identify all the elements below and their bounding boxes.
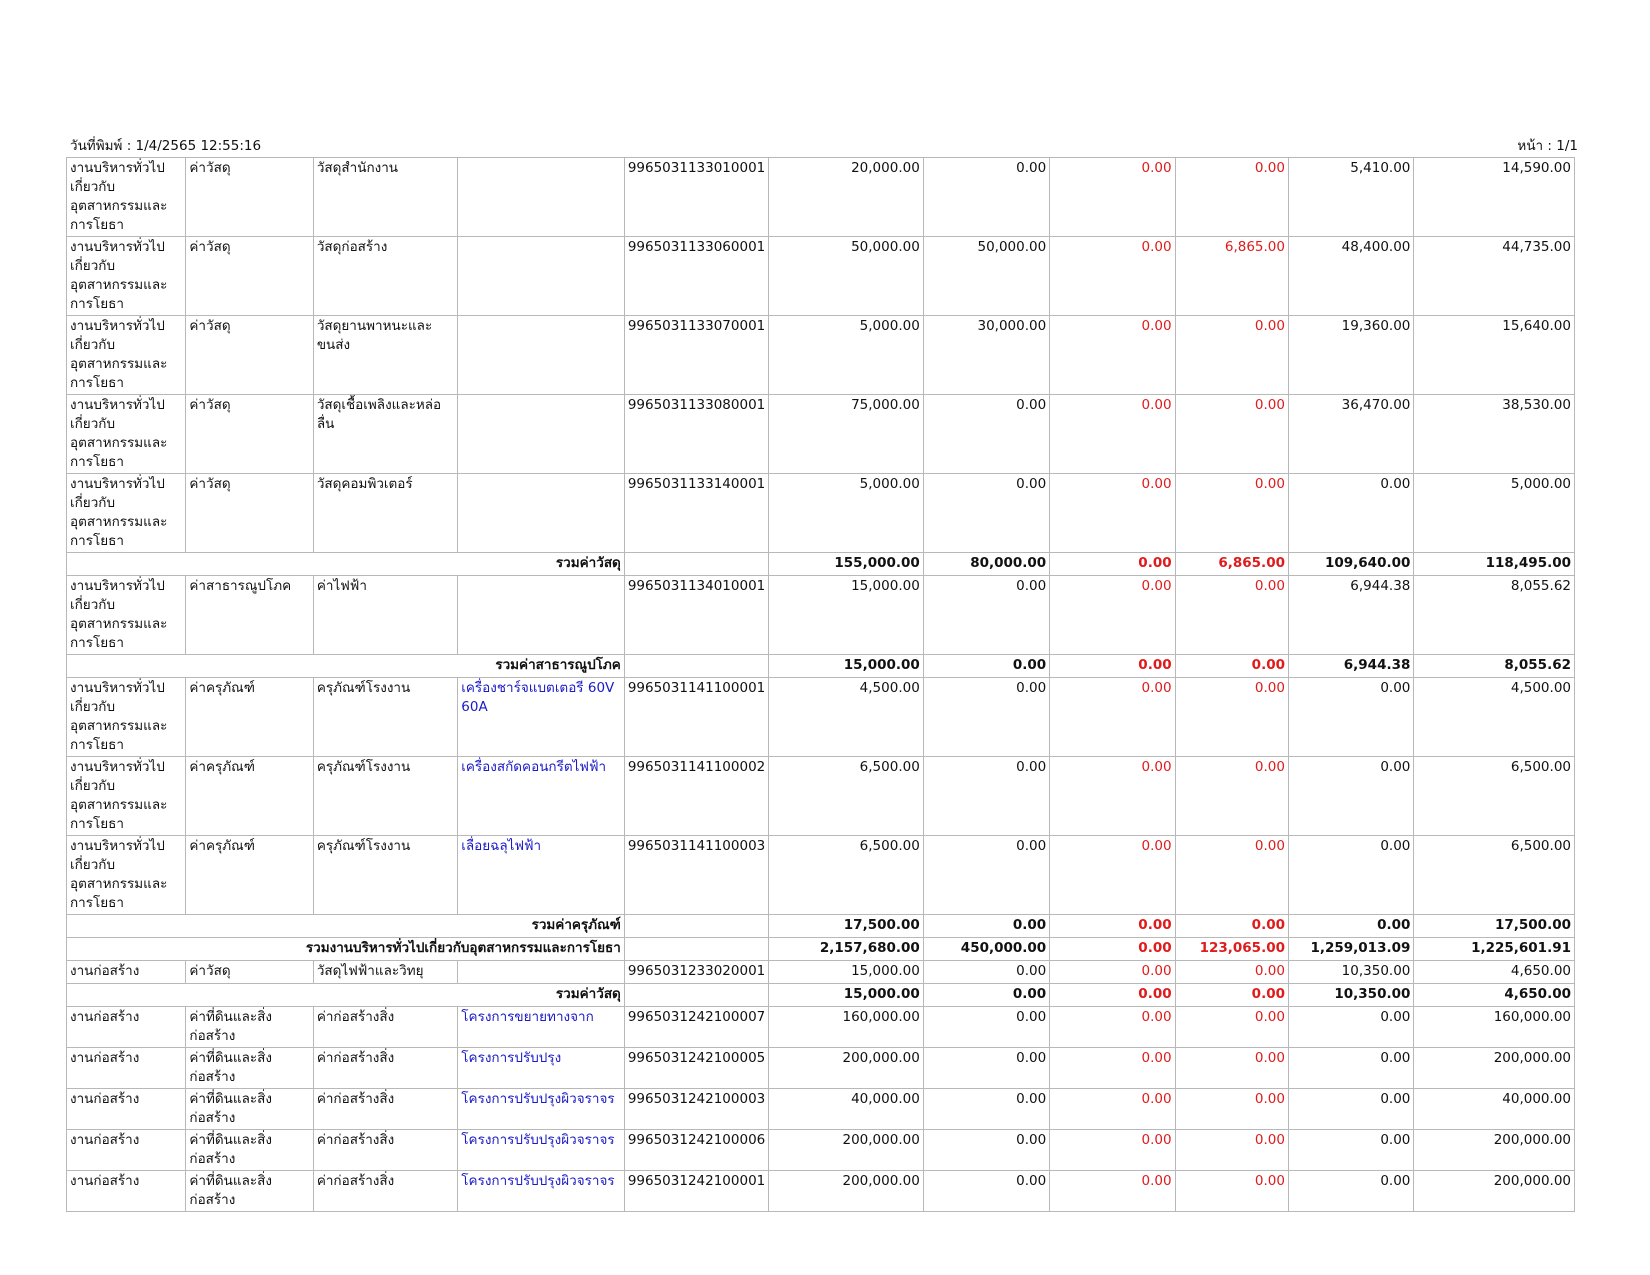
amount-cell: 6,500.00 [1414, 836, 1575, 915]
amount-cell: 0.00 [923, 757, 1049, 836]
table-row [67, 1130, 1575, 1171]
program-cell: งานบริหารทั่วไปเกี่ยวกับอุตสาหกรรมและการโยธา [67, 237, 186, 316]
project-cell: เลื่อยฉลุไฟฟ้า [458, 836, 625, 915]
category-cell: ค่าวัสดุ [186, 237, 313, 316]
amount-cell: 123,065.00 [1175, 938, 1288, 961]
type-cell: ค่าก่อสร้างสิ่ง [313, 1171, 457, 1212]
type-cell: ค่าไฟฟ้า [313, 576, 457, 655]
project-cell: เครื่องชาร์จแบตเตอรี 60V 60A [458, 678, 625, 757]
amount-cell: 15,000.00 [769, 984, 924, 1007]
subtotal-row [67, 655, 1575, 678]
empty-cell [624, 655, 768, 678]
amount-cell: 40,000.00 [1414, 1089, 1575, 1130]
amount-cell: 0.00 [1050, 1007, 1175, 1048]
print-date: วันที่พิมพ์ : 1/4/2565 12:55:16 [70, 138, 262, 154]
project-cell: โครงการปรับปรุงผิวจราจร [458, 1089, 625, 1130]
program-cell: งานบริหารทั่วไปเกี่ยวกับอุตสาหกรรมและการโยธา [67, 836, 186, 915]
category-cell: ค่าครุภัณฑ์ [186, 836, 313, 915]
amount-cell: 0.00 [1288, 915, 1413, 938]
project-cell: เครื่องสกัดคอนกรีตไฟฟ้า [458, 757, 625, 836]
amount-cell: 15,640.00 [1414, 316, 1575, 395]
amount-cell: 30,000.00 [923, 316, 1049, 395]
category-cell: ค่าที่ดินและสิ่งก่อสร้าง [186, 1089, 313, 1130]
code-cell: 9965031233020001 [624, 961, 768, 984]
category-cell: ค่าวัสดุ [186, 158, 313, 237]
empty-cell [624, 553, 768, 576]
category-cell: ค่าวัสดุ [186, 961, 313, 984]
type-cell: ค่าก่อสร้างสิ่ง [313, 1007, 457, 1048]
program-cell: งานบริหารทั่วไปเกี่ยวกับอุตสาหกรรมและการโยธา [67, 474, 186, 553]
amount-cell: 109,640.00 [1288, 553, 1413, 576]
amount-cell: 0.00 [1288, 474, 1413, 553]
category-cell: ค่าที่ดินและสิ่งก่อสร้าง [186, 1171, 313, 1212]
table-row [67, 1007, 1575, 1048]
amount-cell: 0.00 [923, 395, 1049, 474]
project-cell [458, 961, 625, 984]
program-cell: งานบริหารทั่วไปเกี่ยวกับอุตสาหกรรมและการโยธา [67, 576, 186, 655]
amount-cell: 8,055.62 [1414, 655, 1575, 678]
amount-cell: 0.00 [1175, 576, 1288, 655]
amount-cell: 0.00 [1175, 1171, 1288, 1212]
table-row [67, 836, 1575, 915]
amount-cell: 0.00 [923, 1130, 1049, 1171]
program-cell: งานบริหารทั่วไปเกี่ยวกับอุตสาหกรรมและการโยธา [67, 395, 186, 474]
amount-cell: 6,865.00 [1175, 553, 1288, 576]
amount-cell: 200,000.00 [1414, 1048, 1575, 1089]
subtotal-label: รวมค่าครุภัณฑ์ [67, 915, 625, 938]
amount-cell: 200,000.00 [769, 1048, 924, 1089]
code-cell: 9965031133070001 [624, 316, 768, 395]
type-cell: วัสดุเชื้อเพลิงและหล่อลื่น [313, 395, 457, 474]
empty-cell [624, 938, 768, 961]
amount-cell: 0.00 [923, 1171, 1049, 1212]
type-cell: ครุภัณฑ์โรงงาน [313, 678, 457, 757]
amount-cell: 17,500.00 [1414, 915, 1575, 938]
category-cell: ค่าวัสดุ [186, 316, 313, 395]
amount-cell: 0.00 [1050, 915, 1175, 938]
amount-cell: 6,865.00 [1175, 237, 1288, 316]
program-cell: งานก่อสร้าง [67, 1130, 186, 1171]
project-cell [458, 316, 625, 395]
amount-cell: 0.00 [1288, 1130, 1413, 1171]
amount-cell: 0.00 [1050, 1171, 1175, 1212]
amount-cell: 15,000.00 [769, 655, 924, 678]
project-cell [458, 158, 625, 237]
project-cell [458, 576, 625, 655]
project-cell: โครงการขยายทางจาก [458, 1007, 625, 1048]
amount-cell: 0.00 [923, 1048, 1049, 1089]
amount-cell: 0.00 [1175, 1089, 1288, 1130]
subtotal-label: รวมค่าวัสดุ [67, 553, 625, 576]
amount-cell: 118,495.00 [1414, 553, 1575, 576]
type-cell: ครุภัณฑ์โรงงาน [313, 836, 457, 915]
table-row [67, 678, 1575, 757]
code-cell: 9965031242100003 [624, 1089, 768, 1130]
table-row [67, 1171, 1575, 1212]
amount-cell: 0.00 [1050, 395, 1175, 474]
amount-cell: 0.00 [1175, 474, 1288, 553]
type-cell: วัสดุก่อสร้าง [313, 237, 457, 316]
amount-cell: 0.00 [1175, 1130, 1288, 1171]
program-cell: งานบริหารทั่วไปเกี่ยวกับอุตสาหกรรมและการโยธา [67, 757, 186, 836]
table-row [67, 576, 1575, 655]
category-cell: ค่าครุภัณฑ์ [186, 757, 313, 836]
amount-cell: 6,500.00 [769, 757, 924, 836]
amount-cell: 0.00 [1050, 158, 1175, 237]
amount-cell: 8,055.62 [1414, 576, 1575, 655]
amount-cell: 0.00 [1050, 237, 1175, 316]
code-cell: 9965031242100006 [624, 1130, 768, 1171]
subtotal-label: รวมงานบริหารทั่วไปเกี่ยวกับอุตสาหกรรมและการโยธา [67, 938, 625, 961]
amount-cell: 44,735.00 [1414, 237, 1575, 316]
code-cell: 9965031133140001 [624, 474, 768, 553]
empty-cell [624, 915, 768, 938]
amount-cell: 10,350.00 [1288, 984, 1413, 1007]
amount-cell: 0.00 [1175, 655, 1288, 678]
type-cell: วัสดุไฟฟ้าและวิทยุ [313, 961, 457, 984]
amount-cell: 160,000.00 [1414, 1007, 1575, 1048]
amount-cell: 6,500.00 [769, 836, 924, 915]
amount-cell: 0.00 [1050, 655, 1175, 678]
amount-cell: 0.00 [1050, 984, 1175, 1007]
amount-cell: 0.00 [1050, 938, 1175, 961]
amount-cell: 50,000.00 [769, 237, 924, 316]
amount-cell: 0.00 [923, 678, 1049, 757]
amount-cell: 0.00 [1288, 678, 1413, 757]
code-cell: 9965031133010001 [624, 158, 768, 237]
amount-cell: 6,944.38 [1288, 655, 1413, 678]
amount-cell: 0.00 [1175, 395, 1288, 474]
amount-cell: 5,000.00 [1414, 474, 1575, 553]
table-row [67, 316, 1575, 395]
amount-cell: 4,650.00 [1414, 961, 1575, 984]
category-cell: ค่าที่ดินและสิ่งก่อสร้าง [186, 1130, 313, 1171]
project-cell: โครงการปรับปรุง [458, 1048, 625, 1089]
amount-cell: 75,000.00 [769, 395, 924, 474]
program-cell: งานก่อสร้าง [67, 1007, 186, 1048]
table-row [67, 961, 1575, 984]
amount-cell: 0.00 [1175, 678, 1288, 757]
amount-cell: 14,590.00 [1414, 158, 1575, 237]
table-row [67, 474, 1575, 553]
project-cell [458, 237, 625, 316]
amount-cell: 450,000.00 [923, 938, 1049, 961]
amount-cell: 0.00 [1050, 836, 1175, 915]
table-row [67, 757, 1575, 836]
amount-cell: 6,944.38 [1288, 576, 1413, 655]
code-cell: 9965031133080001 [624, 395, 768, 474]
amount-cell: 0.00 [1175, 915, 1288, 938]
amount-cell: 4,500.00 [769, 678, 924, 757]
type-cell: ครุภัณฑ์โรงงาน [313, 757, 457, 836]
amount-cell: 0.00 [1050, 474, 1175, 553]
subtotal-label: รวมค่าสาธารณูปโภค [67, 655, 625, 678]
amount-cell: 0.00 [1288, 1007, 1413, 1048]
type-cell: ค่าก่อสร้างสิ่ง [313, 1089, 457, 1130]
amount-cell: 0.00 [923, 836, 1049, 915]
code-cell: 9965031141100001 [624, 678, 768, 757]
amount-cell: 155,000.00 [769, 553, 924, 576]
amount-cell: 0.00 [1175, 757, 1288, 836]
amount-cell: 0.00 [1050, 1089, 1175, 1130]
type-cell: ค่าก่อสร้างสิ่ง [313, 1130, 457, 1171]
program-cell: งานก่อสร้าง [67, 1171, 186, 1212]
amount-cell: 0.00 [1288, 1171, 1413, 1212]
amount-cell: 0.00 [1288, 757, 1413, 836]
program-cell: งานก่อสร้าง [67, 1089, 186, 1130]
amount-cell: 0.00 [923, 158, 1049, 237]
amount-cell: 2,157,680.00 [769, 938, 924, 961]
amount-cell: 19,360.00 [1288, 316, 1413, 395]
code-cell: 9965031134010001 [624, 576, 768, 655]
amount-cell: 0.00 [1175, 1048, 1288, 1089]
amount-cell: 15,000.00 [769, 576, 924, 655]
amount-cell: 0.00 [1050, 1130, 1175, 1171]
subtotal-row [67, 553, 1575, 576]
amount-cell: 200,000.00 [769, 1130, 924, 1171]
category-cell: ค่าที่ดินและสิ่งก่อสร้าง [186, 1007, 313, 1048]
category-cell: ค่าวัสดุ [186, 474, 313, 553]
code-cell: 9965031141100002 [624, 757, 768, 836]
amount-cell: 200,000.00 [1414, 1171, 1575, 1212]
page-number: หน้า : 1/1 [1517, 138, 1578, 154]
subtotal-label: รวมค่าวัสดุ [67, 984, 625, 1007]
budget-report-table [66, 157, 1575, 1212]
amount-cell: 160,000.00 [769, 1007, 924, 1048]
subtotal-row [67, 938, 1575, 961]
code-cell: 9965031242100007 [624, 1007, 768, 1048]
amount-cell: 17,500.00 [769, 915, 924, 938]
amount-cell: 5,410.00 [1288, 158, 1413, 237]
amount-cell: 0.00 [1175, 984, 1288, 1007]
code-cell: 9965031242100005 [624, 1048, 768, 1089]
amount-cell: 0.00 [923, 984, 1049, 1007]
category-cell: ค่าที่ดินและสิ่งก่อสร้าง [186, 1048, 313, 1089]
amount-cell: 5,000.00 [769, 316, 924, 395]
amount-cell: 0.00 [1175, 316, 1288, 395]
code-cell: 9965031141100003 [624, 836, 768, 915]
subtotal-row [67, 915, 1575, 938]
amount-cell: 0.00 [1175, 836, 1288, 915]
amount-cell: 0.00 [923, 576, 1049, 655]
amount-cell: 5,000.00 [769, 474, 924, 553]
category-cell: ค่าสาธารณูปโภค [186, 576, 313, 655]
amount-cell: 0.00 [1288, 1048, 1413, 1089]
program-cell: งานบริหารทั่วไปเกี่ยวกับอุตสาหกรรมและการโยธา [67, 316, 186, 395]
table-row [67, 1048, 1575, 1089]
amount-cell: 50,000.00 [923, 237, 1049, 316]
amount-cell: 200,000.00 [769, 1171, 924, 1212]
code-cell: 9965031133060001 [624, 237, 768, 316]
amount-cell: 200,000.00 [1414, 1130, 1575, 1171]
table-row [67, 395, 1575, 474]
category-cell: ค่าครุภัณฑ์ [186, 678, 313, 757]
program-cell: งานก่อสร้าง [67, 1048, 186, 1089]
type-cell: วัสดุยานพาหนะและขนส่ง [313, 316, 457, 395]
program-cell: งานบริหารทั่วไปเกี่ยวกับอุตสาหกรรมและการโยธา [67, 678, 186, 757]
program-cell: งานบริหารทั่วไปเกี่ยวกับอุตสาหกรรมและการโยธา [67, 158, 186, 237]
type-cell: วัสดุคอมพิวเตอร์ [313, 474, 457, 553]
amount-cell: 6,500.00 [1414, 757, 1575, 836]
amount-cell: 0.00 [1175, 961, 1288, 984]
amount-cell: 0.00 [1050, 553, 1175, 576]
project-cell [458, 395, 625, 474]
subtotal-row [67, 984, 1575, 1007]
amount-cell: 0.00 [923, 655, 1049, 678]
amount-cell: 10,350.00 [1288, 961, 1413, 984]
amount-cell: 4,500.00 [1414, 678, 1575, 757]
amount-cell: 0.00 [1175, 158, 1288, 237]
amount-cell: 0.00 [1050, 316, 1175, 395]
project-cell: โครงการปรับปรุงผิวจราจร [458, 1171, 625, 1212]
amount-cell: 1,259,013.09 [1288, 938, 1413, 961]
amount-cell: 15,000.00 [769, 961, 924, 984]
amount-cell: 0.00 [1175, 1007, 1288, 1048]
amount-cell: 0.00 [923, 961, 1049, 984]
code-cell: 9965031242100001 [624, 1171, 768, 1212]
project-cell: โครงการปรับปรุงผิวจราจร [458, 1130, 625, 1171]
project-cell [458, 474, 625, 553]
empty-cell [624, 984, 768, 1007]
amount-cell: 0.00 [1050, 961, 1175, 984]
amount-cell: 80,000.00 [923, 553, 1049, 576]
type-cell: วัสดุสำนักงาน [313, 158, 457, 237]
table-row [67, 1089, 1575, 1130]
amount-cell: 36,470.00 [1288, 395, 1413, 474]
category-cell: ค่าวัสดุ [186, 395, 313, 474]
amount-cell: 0.00 [1288, 1089, 1413, 1130]
amount-cell: 0.00 [923, 474, 1049, 553]
amount-cell: 0.00 [923, 1089, 1049, 1130]
table-row [67, 237, 1575, 316]
amount-cell: 1,225,601.91 [1414, 938, 1575, 961]
amount-cell: 20,000.00 [769, 158, 924, 237]
amount-cell: 48,400.00 [1288, 237, 1413, 316]
amount-cell: 0.00 [1050, 678, 1175, 757]
amount-cell: 0.00 [1050, 757, 1175, 836]
amount-cell: 4,650.00 [1414, 984, 1575, 1007]
amount-cell: 0.00 [923, 915, 1049, 938]
table-row [67, 158, 1575, 237]
amount-cell: 0.00 [1050, 576, 1175, 655]
type-cell: ค่าก่อสร้างสิ่ง [313, 1048, 457, 1089]
amount-cell: 0.00 [923, 1007, 1049, 1048]
amount-cell: 0.00 [1050, 1048, 1175, 1089]
amount-cell: 38,530.00 [1414, 395, 1575, 474]
program-cell: งานก่อสร้าง [67, 961, 186, 984]
amount-cell: 0.00 [1288, 836, 1413, 915]
amount-cell: 40,000.00 [769, 1089, 924, 1130]
